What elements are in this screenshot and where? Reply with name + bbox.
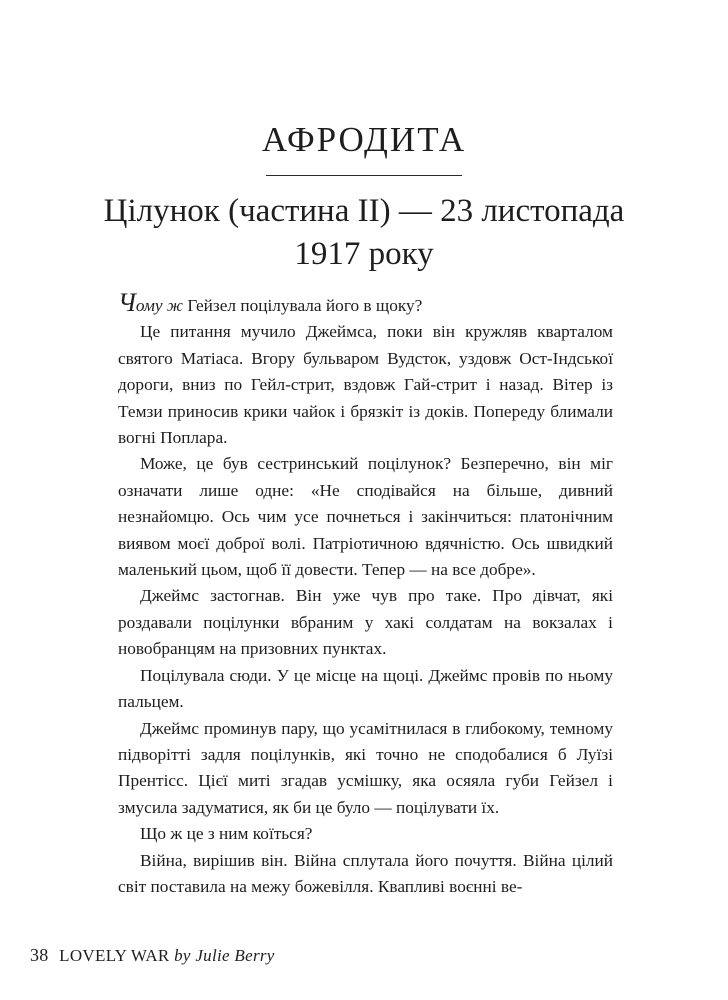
- paragraph: Що ж це з ним коїться?: [140, 824, 313, 844]
- author-name: Julie Berry: [195, 946, 275, 965]
- page-number: 38: [30, 945, 49, 965]
- paragraph-1-text: Гейзел поцілувала його в щоку?: [183, 296, 423, 315]
- title-divider: [266, 175, 462, 176]
- paragraph: Це питання мучило Джеймса, поки він кружляв кварталом святого Матіаса. Вгору бульваром Вудсток, уздовж Ост-Індської дороги, вниз по Гейл-стрит, вздовж Гай-стрит і назад. Вітер із Темзи приносив крики чайок і брязкіт із доків. Попереду блимали вогні Поплара.: [118, 322, 613, 448]
- subtitle-line-2: 1917 року: [294, 236, 434, 272]
- paragraph: Поцілувала сюди. У це місце на щоці. Джеймс провів по ньому пальцем.: [118, 665, 613, 712]
- paragraph: Джеймс застогнав. Він уже чув про таке. Про дівчат, які роздавали поцілунки вбраним у хакі солдатам на вокзалах і новобранцям на призовних пунктах.: [118, 586, 613, 659]
- paragraph: Війна, вирішив він. Війна сплутала його почуття. Війна цілий світ поставила на межу божевілля. Квапливі воєнні ве-: [118, 850, 613, 896]
- paragraph: Джеймс проминув пару, що усамітнилася в глибокому, темному підворітті задля поцілунків, які точно не сподобалися б Луїзі Прентісс. Цієї миті згадав усмішку, яка осяяла губи Гейзел і змусила задуматися, як би це було — поцілувати їх.: [118, 718, 613, 817]
- paragraph: Може, це був сестринський поцілунок? Безперечно, він міг означати лише одне: «Не сподівайся на більше, дивний незнайомцю. Ось чим усе почнеться і закінчиться: платонічним виявом моєї доброї волі. Патріотичною вдячністю. Ось швидкий маленький цьом, щоб її довести. Тепер — на все добре».: [118, 454, 613, 580]
- chapter-subtitle: [40, 190, 688, 276]
- paragraph-1: [118, 288, 613, 319]
- page-footer: [30, 945, 275, 966]
- chapter-title: АФРОДИТА: [261, 120, 467, 159]
- book-title: LOVELY WAR: [59, 946, 170, 965]
- footer-by: by: [174, 946, 191, 965]
- subtitle-line-1: Цілунок (частина II) — 23 листопада: [103, 193, 625, 229]
- lead-italic-words: ому ж: [135, 296, 183, 315]
- body-text: [118, 288, 613, 900]
- drop-cap: Ч: [118, 288, 136, 317]
